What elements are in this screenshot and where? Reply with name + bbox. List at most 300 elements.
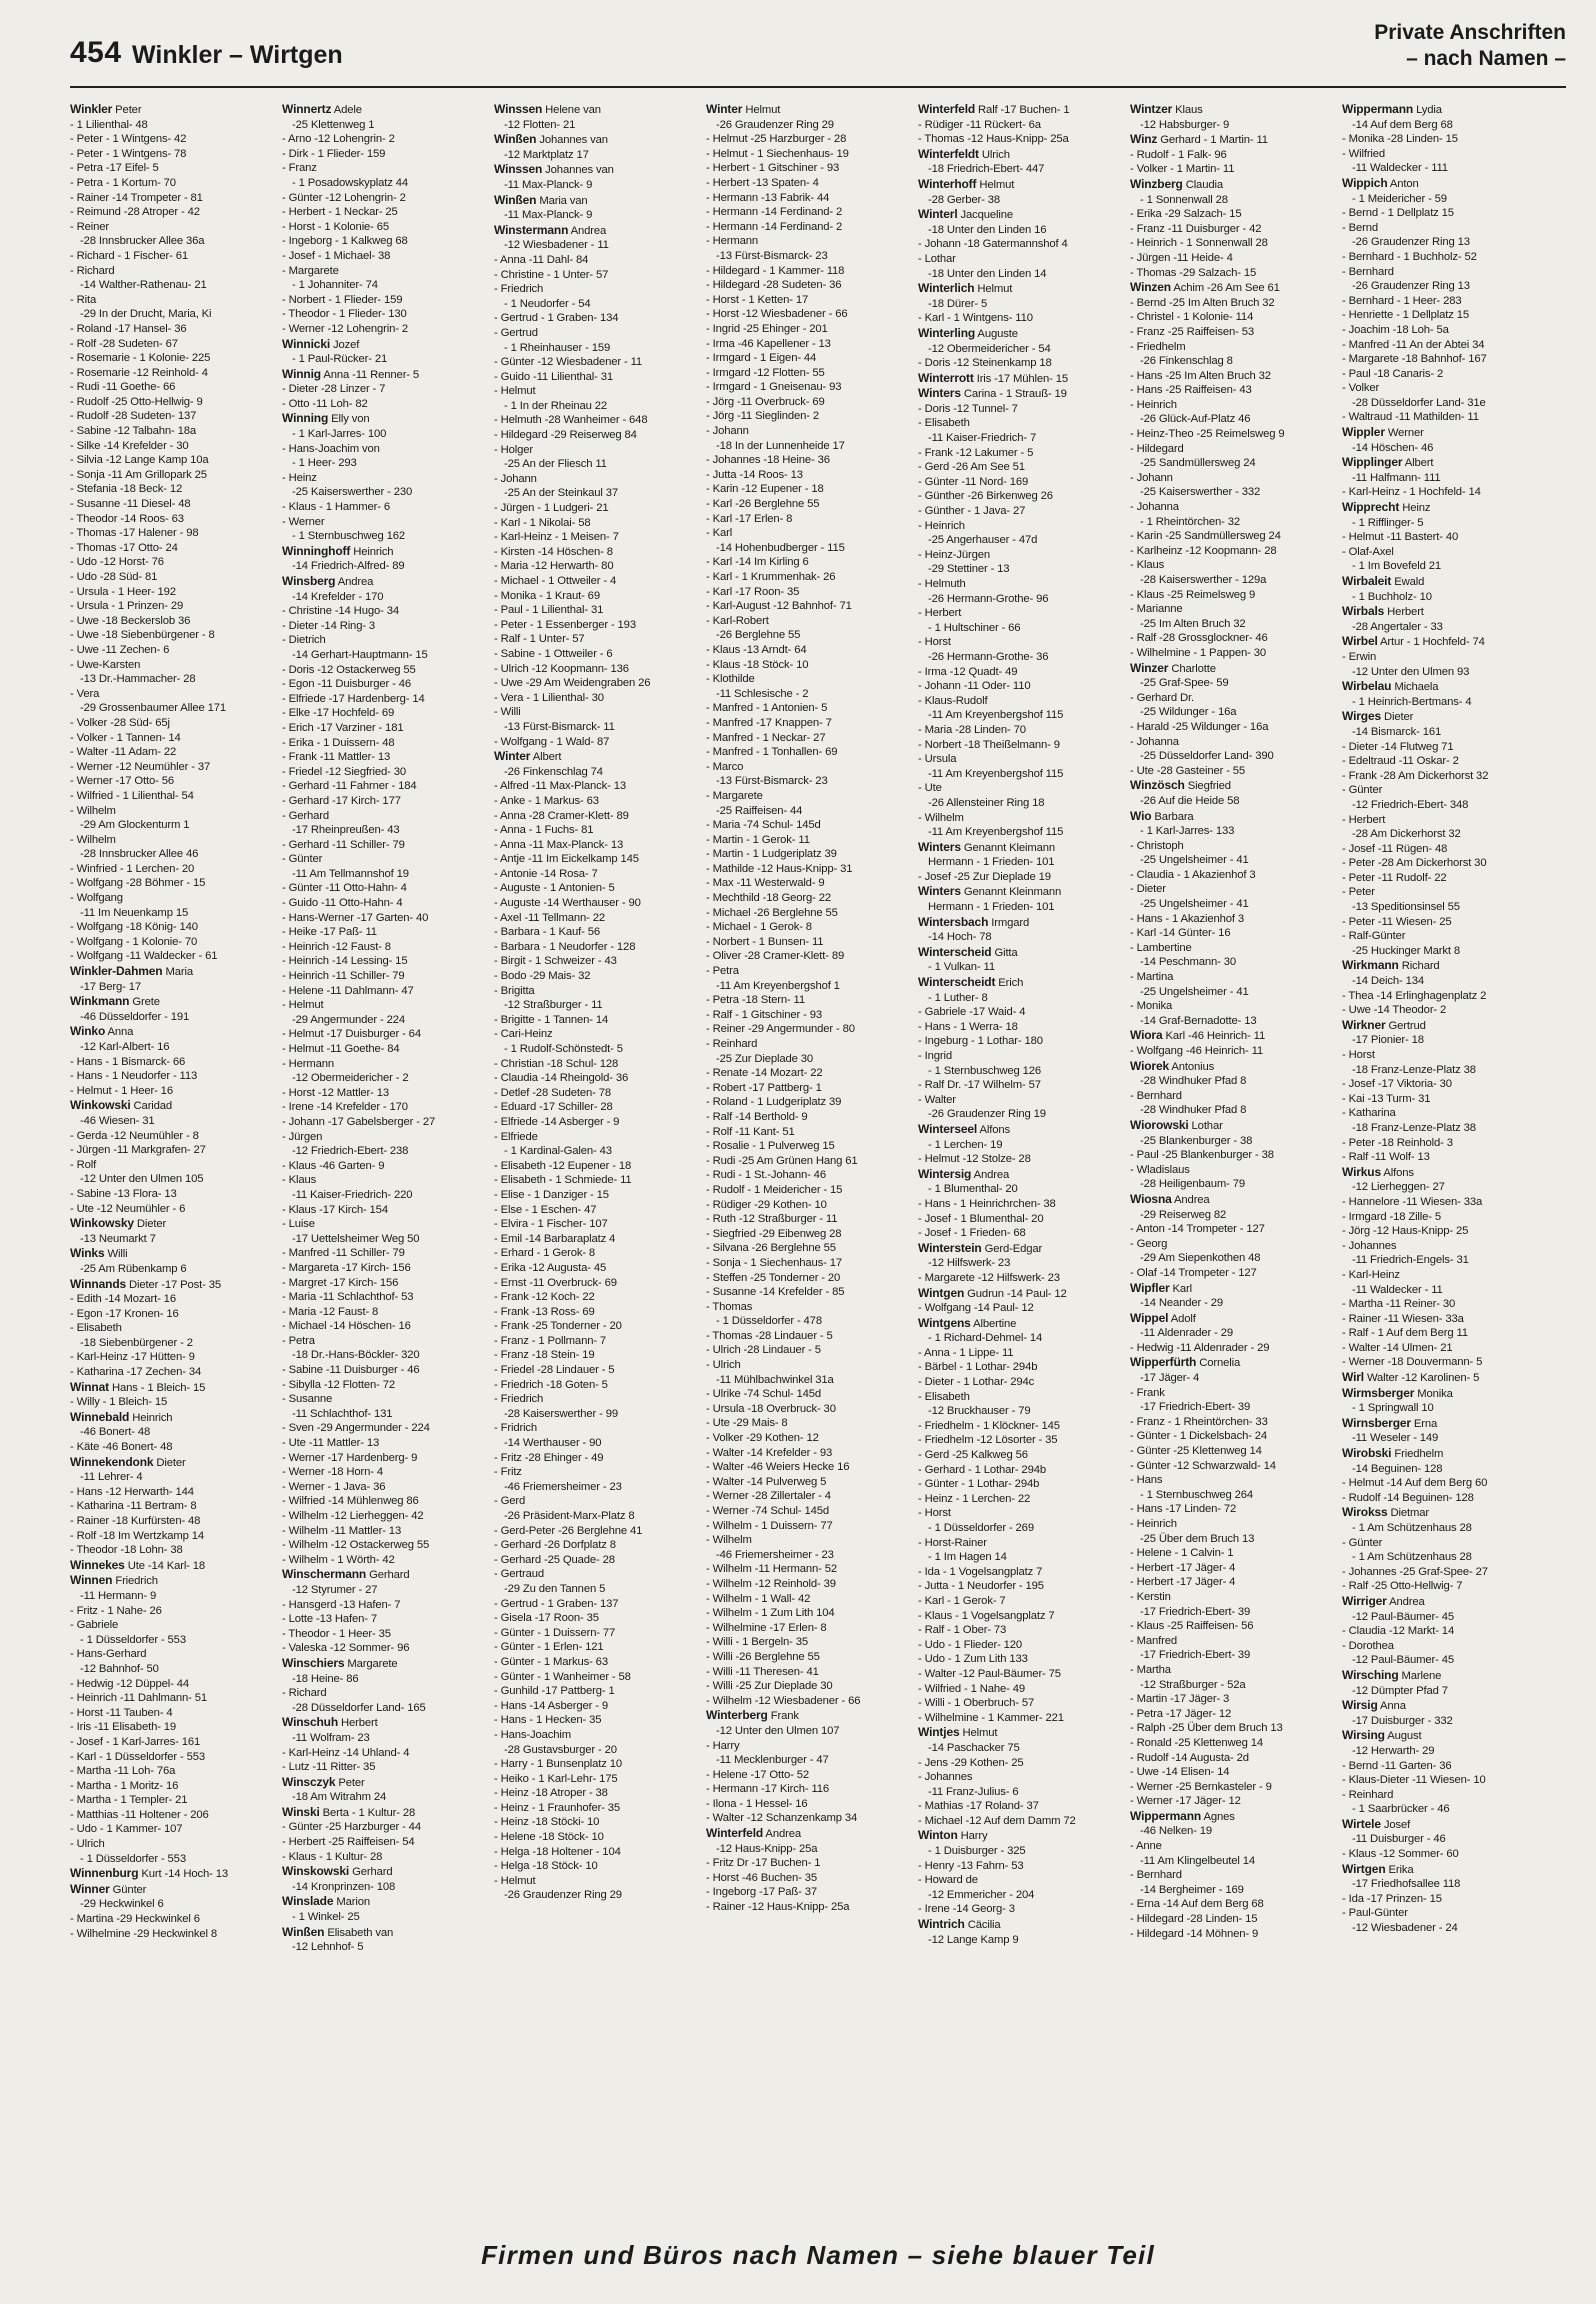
surname: Winstermann: [494, 222, 569, 237]
directory-entry: Wirkner Gertrud: [1342, 1017, 1426, 1032]
directory-entry: - Ute -28 Gasteiner - 55: [1130, 764, 1246, 777]
directory-entry: - Hans -12 Herwarth- 144: [70, 1485, 194, 1498]
directory-entry: - Detlef -28 Sudeten- 78: [494, 1086, 611, 1099]
directory-entry: - Ingrid -25 Ehinger - 201: [706, 322, 828, 335]
directory-entry: - Wilhelm -12 Wiesbadener - 66: [706, 1694, 861, 1707]
directory-entry: - Franz -11 Duisburger - 42: [1130, 222, 1262, 235]
directory-entry: - Fritz: [494, 1466, 522, 1479]
directory-entry: - Gertraud: [494, 1568, 544, 1581]
directory-entry: - Walter -14 Ulmen- 21: [1342, 1341, 1453, 1354]
directory-entry: -46 Bonert- 48: [80, 1426, 151, 1439]
directory-entry: - Marco: [706, 760, 744, 773]
directory-entry: - Sabine -12 Talbahn- 18a: [70, 425, 197, 438]
directory-entry: - Jens -29 Kothen- 25: [918, 1756, 1024, 1769]
directory-entry: - Fritz Dr -17 Buchen- 1: [706, 1857, 821, 1870]
directory-entry: -29 Zu den Tannen 5: [504, 1582, 606, 1595]
directory-entry: -29 In der Drucht, Maria, Ki: [80, 308, 212, 321]
directory-entry: - Norbert - 1 Bunsen- 11: [706, 935, 824, 948]
directory-entry: - Rainer -12 Haus-Knipp- 25a: [706, 1901, 850, 1914]
directory-entry: -12 Straßburger - 52a: [1140, 1678, 1246, 1691]
directory-entry: Wippich Anton: [1342, 175, 1419, 190]
directory-entry: - Friedhelm - 1 Klöckner- 145: [918, 1419, 1060, 1432]
directory-entry: - Eduard -17 Schiller- 28: [494, 1101, 613, 1114]
directory-entry: - Günter: [1342, 784, 1383, 797]
directory-entry: Winks Willi: [70, 1246, 128, 1261]
surname: Winnig: [282, 366, 321, 381]
directory-entry: -26 Glück-Auf-Platz 46: [1140, 413, 1251, 426]
directory-entry: - Friedhelm: [1130, 340, 1186, 353]
directory-entry: Winnicki Jozef: [282, 336, 360, 351]
directory-entry: - Wilhelm: [70, 804, 116, 817]
directory-entry: - 1 Meidericher - 59: [1352, 192, 1447, 205]
directory-entry: - Gertrud - 1 Graben- 137: [494, 1597, 619, 1610]
directory-entry: - Helmut - 1 Siechenhaus- 19: [706, 147, 849, 160]
directory-entry: - Else - 1 Eschen- 47: [494, 1203, 597, 1216]
directory-entry: Wipfler Karl: [1130, 1280, 1192, 1295]
directory-entry: - Paul - 1 Lilienthal- 31: [494, 604, 604, 617]
directory-entry: -14 Hoch- 78: [928, 931, 992, 944]
surname: Winnicki: [282, 336, 331, 351]
directory-entry: -18 Am Witrahm 24: [292, 1791, 387, 1804]
directory-entry: - Gerhard: [282, 809, 329, 822]
directory-entry: -11 Hermann- 9: [80, 1589, 157, 1602]
directory-entry: - Volker - 1 Martin- 11: [1130, 163, 1235, 176]
directory-entry: - Wilhelm - 1 Wörth- 42: [282, 1553, 395, 1566]
directory-entry: Winterfeldt Ulrich: [918, 146, 1010, 161]
directory-entry: -12 Friedrich-Ebert- 238: [292, 1145, 409, 1158]
directory-entry: -12 Flotten- 21: [504, 118, 576, 131]
directory-entry: - Jutta -14 Roos- 13: [706, 468, 803, 481]
directory-entry: - Martina -29 Heckwinkel 6: [70, 1913, 200, 1926]
directory-entry: - Frank -13 Ross- 69: [494, 1305, 595, 1318]
directory-entry: Wippler Werner: [1342, 425, 1424, 440]
directory-entry: - Werner -18 Horn- 4: [282, 1466, 384, 1479]
directory-entry: - Ulrich -12 Koopmann- 136: [494, 662, 629, 675]
surname: Winnertz: [282, 102, 332, 116]
directory-entry: - Auguste -14 Werthauser - 90: [494, 897, 641, 910]
directory-entry: -12 Herwarth- 29: [1352, 1744, 1435, 1757]
directory-entry: -25 Ungelsheimer - 41: [1140, 985, 1249, 998]
directory-entry: - 1 Lerchen- 19: [928, 1138, 1003, 1151]
directory-entry: - Karl -14 Im Kirling 6: [706, 556, 809, 569]
surname: Wirriger: [1342, 1593, 1387, 1608]
directory-entry: -17 Duisburger - 332: [1352, 1714, 1453, 1727]
directory-entry: - Rüdiger -29 Kothen- 10: [706, 1198, 827, 1211]
directory-entry: - Ute -11 Mattler- 13: [282, 1437, 380, 1450]
directory-entry: - Klaus -12 Sommer- 60: [1342, 1848, 1459, 1861]
directory-entry: - Helmut: [494, 1874, 536, 1887]
directory-entry: - Iris -11 Elisabeth- 19: [70, 1721, 177, 1734]
directory-entry: - Fritz -28 Ehinger - 49: [494, 1451, 604, 1464]
directory-entry: - Karl - 1 Nikolai- 58: [494, 516, 591, 529]
directory-entry: Wirbel Artur - 1 Hochfeld- 74: [1342, 634, 1485, 649]
directory-entry: - Karl - 1 Düsseldorfer - 553: [70, 1750, 206, 1763]
directory-entry: - Werner -12 Lohengrin- 2: [282, 322, 409, 335]
directory-entry: Winkler-Dahmen Maria: [70, 964, 193, 979]
directory-entry: -11 Mühlbachwinkel 31a: [716, 1373, 834, 1386]
surname: Winterrott: [918, 370, 974, 385]
directory-entry: - Peter - 1 Wintgens- 78: [70, 147, 187, 160]
directory-entry: - Klaus -13 Arndt- 64: [706, 643, 807, 656]
surname: Wintjes: [918, 1725, 960, 1740]
directory-entry: - Henry -13 Fahrn- 53: [918, 1859, 1024, 1872]
directory-entry: - Karl -17 Erlen- 8: [706, 512, 793, 525]
directory-entry: - 1 Rifflinger- 5: [1352, 516, 1424, 529]
directory-entry: - Petra -17 Jäger- 12: [1130, 1707, 1232, 1720]
directory-entry: -18 Dr.-Hans-Böckler- 320: [292, 1349, 420, 1362]
directory-entry: - Marianne: [1130, 603, 1183, 616]
directory-entry: - Bodo -29 Mais- 32: [494, 970, 591, 983]
surname: Winters: [918, 386, 961, 401]
directory-entry: - Klaus - 1 Vogelsangplatz 7: [918, 1609, 1055, 1622]
directory-entry: - Johann -18 Gatermannshof 4: [918, 238, 1068, 251]
directory-entry: -29 Am Siepenkothen 48: [1140, 1252, 1261, 1265]
directory-entry: - Horst -11 Tauben- 4: [70, 1706, 173, 1719]
directory-entry: -17 Berg- 17: [80, 980, 141, 993]
directory-entry: -18 Franz-Lenze-Platz 38: [1352, 1121, 1476, 1134]
directory-entry: Wipperfürth Cornelia: [1130, 1355, 1241, 1370]
directory-entry: - Hannelore -11 Wiesen- 33a: [1342, 1195, 1483, 1208]
directory-entry: - Karl -17 Roon- 35: [706, 585, 800, 598]
directory-entry: - Egon -11 Duisburger - 46: [282, 678, 412, 691]
directory-entry: - Otto -11 Loh- 82: [282, 397, 368, 410]
directory-entry: - Jörg -12 Haus-Knipp- 25: [1342, 1225, 1469, 1238]
directory-entry: - Wilhelm -11 Hermann- 52: [706, 1563, 838, 1576]
directory-column: [70, 102, 276, 2218]
directory-entry: - Horst: [1342, 1049, 1375, 1061]
directory-entry: -12 Wiesbadener - 24: [1352, 1922, 1458, 1935]
directory-entry: Wipplinger Albert: [1342, 455, 1434, 470]
directory-entry: - Helene - 1 Calvin- 1: [1130, 1547, 1234, 1560]
directory-columns: [70, 102, 1566, 2218]
directory-entry: - Bernd -25 Im Alten Bruch 32: [1130, 296, 1275, 309]
directory-entry: Winsberg Andrea: [282, 574, 374, 588]
directory-entry: - Petra - 1 Kortum- 70: [70, 176, 176, 189]
directory-entry: - Frank -25 Tonderner - 20: [494, 1320, 622, 1333]
directory-entry: -17 Friedrich-Ebert- 39: [1140, 1649, 1251, 1662]
directory-entry: -17 Friedrich-Ebert- 39: [1140, 1401, 1251, 1414]
directory-entry: - Katharina -17 Zechen- 34: [70, 1366, 202, 1379]
directory-entry: Winßen Elisabeth van: [282, 1924, 394, 1939]
directory-entry: - Heike -17 Paß- 11: [282, 926, 377, 939]
directory-entry: - Elisabeth: [70, 1322, 122, 1335]
surname: Wipfler: [1130, 1280, 1170, 1295]
directory-entry: -25 Kaiserswerther - 332: [1140, 486, 1261, 499]
directory-entry: - Hans-Joachim von: [282, 442, 380, 455]
directory-entry: - Johanna: [1130, 501, 1179, 514]
directory-entry: - Anna -11 Max-Planck- 13: [494, 838, 624, 851]
directory-entry: - Johannes: [918, 1771, 973, 1784]
directory-entry: - Georg: [1130, 1237, 1168, 1250]
surname: Winschermann: [282, 1567, 367, 1582]
directory-entry: - Frank -28 Am Dickerhorst 32: [1342, 769, 1489, 782]
directory-entry: - Reimund -28 Atroper - 42: [70, 206, 200, 219]
directory-entry: -26 Graudenzer Ring 29: [716, 118, 834, 131]
surname: Wirsig: [1342, 1698, 1378, 1713]
directory-entry: - Wolfgang -11 Waldecker - 61: [70, 950, 218, 963]
directory-entry: - Lothar: [918, 252, 956, 265]
directory-entry: - 1 Düsseldorfer - 269: [928, 1522, 1034, 1534]
directory-entry: - Maria -12 Herwarth- 80: [494, 560, 614, 573]
directory-entry: - Wilhelm: [918, 811, 964, 824]
directory-entry: - Günter - 1 Wanheimer - 58: [494, 1670, 631, 1683]
directory-entry: Winner Günter: [70, 1881, 147, 1896]
directory-entry: Wiosna Andrea: [1130, 1191, 1210, 1206]
directory-entry: - Hermann: [706, 235, 759, 248]
directory-entry: - Ingeburg - 1 Lothar- 180: [918, 1035, 1043, 1048]
directory-entry: - Irmgard - 1 Gneisenau- 93: [706, 381, 842, 394]
directory-entry: - Oliver -28 Cramer-Klett- 89: [706, 950, 845, 963]
directory-entry: - Gerd -26 Am See 51: [918, 461, 1025, 474]
directory-entry: - Johann -17 Gabelsberger - 27: [282, 1115, 436, 1128]
directory-entry: Winterfeld Andrea: [706, 1826, 801, 1841]
directory-entry: Winnig Anna -11 Renner- 5: [282, 366, 420, 381]
directory-entry: - Hans -25 Im Alten Bruch 32: [1130, 369, 1271, 382]
directory-entry: - Susanne -14 Krefelder - 85: [706, 1286, 845, 1299]
directory-entry: Winninghoff Heinrich: [282, 543, 394, 558]
directory-entry: - Gunhild -17 Pattberg- 1: [494, 1685, 615, 1698]
directory-entry: - Erika - 1 Duissern- 48: [282, 736, 395, 749]
directory-entry: - Horst - 1 Ketten- 17: [706, 293, 809, 306]
directory-entry: - Peter -28 Am Dickerhorst 30: [1342, 857, 1487, 870]
directory-entry: Wirbelau Michaela: [1342, 679, 1439, 694]
directory-entry: - Hildegard -14 Möhnen- 9: [1130, 1927, 1259, 1940]
directory-entry: - Jürgen: [282, 1130, 323, 1143]
directory-entry: - Fritz - 1 Nahe- 26: [70, 1604, 162, 1617]
directory-entry: - Willi: [494, 706, 521, 719]
directory-entry: - 1 Posadowskyplatz 44: [292, 176, 409, 189]
directory-entry: Winterling Auguste: [918, 325, 1018, 340]
directory-entry: - Brigitte - 1 Tannen- 14: [494, 1013, 609, 1026]
directory-entry: -46 Friemersheimer - 23: [716, 1548, 834, 1561]
directory-entry: -25 Kaiserswerther - 230: [292, 486, 413, 499]
directory-entry: - Sven -29 Angermunder - 224: [282, 1422, 430, 1435]
directory-entry: Wirbals Herbert: [1342, 604, 1424, 619]
directory-entry: - Rosemarie - 1 Kolonie- 225: [70, 352, 211, 365]
directory-entry: - Dieter: [1130, 883, 1166, 896]
surname: Winter: [706, 102, 743, 116]
surname: Wintersbach: [918, 914, 989, 929]
directory-entry: -26 Graudenzer Ring 19: [928, 1108, 1046, 1121]
directory-entry: - Udo - 1 Flieder- 120: [918, 1638, 1023, 1651]
directory-entry: - Johanna: [1130, 735, 1179, 748]
directory-entry: - Rosemarie -12 Reinhold- 4: [70, 366, 208, 379]
surname: Wirges: [1342, 709, 1382, 724]
directory-entry: - Werner -17 Hardenberg- 9: [282, 1451, 418, 1464]
directory-entry: - Ute -29 Mais- 8: [706, 1417, 788, 1430]
directory-entry: - Emil -14 Barbaraplatz 4: [494, 1232, 616, 1245]
directory-entry: - Karin -25 Sandmüllersweg 24: [1130, 530, 1281, 543]
directory-entry: - Walter -12 Paul-Bäumer- 75: [918, 1667, 1061, 1680]
surname: Wippermann: [1342, 102, 1414, 116]
directory-entry: - Franz -18 Stein- 19: [494, 1349, 595, 1362]
directory-entry: - Walter -12 Schanzenkamp 34: [706, 1812, 858, 1825]
directory-entry: -11 Weseler - 149: [1352, 1432, 1439, 1445]
directory-entry: - Ralf -11 Wolf- 13: [1342, 1151, 1430, 1164]
directory-entry: - 1 Johanniter- 74: [292, 279, 378, 292]
directory-entry: - Karl -14 Günter- 16: [1130, 927, 1231, 940]
directory-entry: - Hildegard: [1130, 442, 1184, 455]
directory-entry: - Irma -46 Kapellener - 13: [706, 337, 831, 350]
directory-entry: - 1 Vulkan- 11: [928, 961, 995, 974]
directory-entry: - Uwe -18 Beckerslob 36: [70, 614, 191, 627]
directory-entry: - Ulrich: [70, 1838, 105, 1851]
directory-entry: Winterseel Alfons: [918, 1121, 1010, 1136]
directory-entry: - Willi -26 Berglehne 55: [706, 1650, 820, 1663]
directory-entry: - Petra -17 Eifel- 5: [70, 162, 159, 175]
directory-entry: - Reinhard: [706, 1038, 758, 1050]
directory-column: [918, 102, 1124, 2218]
surname: Winssen: [494, 102, 543, 116]
directory-entry: - Willi -25 Zur Dieplade 30: [706, 1680, 833, 1693]
directory-entry: - 1 Düsseldorfer - 478: [716, 1315, 822, 1328]
surname: Winterfeld: [706, 1826, 764, 1841]
directory-entry: -12 Haus-Knipp- 25a: [716, 1842, 818, 1855]
directory-entry: - Sonja - 1 Siechenhaus- 17: [706, 1256, 842, 1269]
directory-entry: -12 Karl-Albert- 16: [80, 1041, 170, 1053]
directory-entry: - Vera: [70, 687, 100, 700]
directory-entry: - Christine -14 Hugo- 34: [282, 605, 399, 618]
directory-entry: - Herbert -17 Jäger- 4: [1130, 1576, 1236, 1589]
surname: Winkmann: [70, 994, 130, 1009]
directory-entry: -17 Friedhofsallee 118: [1352, 1878, 1461, 1891]
surname: Winnat: [70, 1379, 109, 1394]
directory-entry: - 1 Sonnenwall 28: [1140, 193, 1228, 206]
directory-entry: -12 Habsburger- 9: [1140, 118, 1230, 131]
page-header: [0, 0, 1596, 92]
directory-entry: -14 Deich- 134: [1352, 975, 1424, 988]
directory-entry: - Karl-August -12 Bahnhof- 71: [706, 600, 852, 613]
surname: Wiorowski: [1130, 1117, 1189, 1132]
directory-entry: - Wolfgang - 1 Kolonie- 70: [70, 935, 198, 948]
directory-entry: - Ralf - 1 Ober- 73: [918, 1624, 1007, 1637]
directory-entry: - Michael - 1 Gerok- 8: [706, 921, 812, 934]
directory-entry: -17 Pionier- 18: [1352, 1034, 1424, 1047]
directory-entry: Winzösch Siegfried: [1130, 778, 1231, 793]
directory-entry: - Helmut -25 Harzburger - 28: [706, 133, 847, 146]
directory-entry: -46 Nelken- 19: [1140, 1825, 1212, 1838]
directory-entry: - Mechthild -18 Georg- 22: [706, 892, 831, 905]
directory-entry: - Klaus - 1 Hammer- 6: [282, 501, 390, 514]
directory-entry: - Herbert - 1 Neckar- 25: [282, 206, 398, 219]
directory-entry: - Arno -12 Lohengrin- 2: [282, 133, 395, 146]
directory-entry: - Claudia -12 Markt- 14: [1342, 1625, 1455, 1638]
directory-entry: Winterfeld Ralf -17 Buchen- 1: [918, 102, 1070, 116]
directory-entry: Wippel Adolf: [1130, 1310, 1196, 1325]
directory-entry: -29 Heckwinkel 6: [80, 1898, 164, 1911]
directory-entry: -26 Graudenzer Ring 29: [504, 1889, 622, 1902]
directory-entry: - Wilfried - 1 Nahe- 49: [918, 1682, 1026, 1695]
directory-entry: - Thomas -12 Haus-Knipp- 25a: [918, 133, 1069, 146]
directory-entry: - Christian -18 Schul- 128: [494, 1057, 619, 1070]
directory-entry: - Dirk - 1 Flieder- 159: [282, 147, 386, 160]
directory-entry: - Luise: [282, 1218, 315, 1231]
directory-entry: - Norbert - 1 Flieder- 159: [282, 293, 403, 306]
directory-entry: -13 Neumarkt 7: [80, 1232, 156, 1245]
surname: Winzen: [1130, 280, 1171, 295]
directory-entry: Wiorowski Lothar: [1130, 1117, 1223, 1132]
directory-entry: - Claudia -14 Rheingold- 36: [494, 1072, 629, 1085]
directory-entry: - Günter - 1 Dickelsbach- 24: [1130, 1430, 1268, 1443]
directory-entry: - Joachim -18 Loh- 5a: [1342, 323, 1449, 336]
directory-entry: Wirbaleit Ewald: [1342, 574, 1425, 588]
directory-entry: - Ursula - 1 Prinzen- 29: [70, 600, 184, 613]
directory-entry: - Petra: [282, 1334, 315, 1347]
directory-entry: Winz Gerhard - 1 Martin- 11: [1130, 132, 1268, 147]
directory-entry: - Sabine -13 Flora- 13: [70, 1187, 177, 1200]
directory-entry: -25 Im Alten Bruch 32: [1140, 617, 1246, 630]
directory-entry: -26 Hermann-Grothe- 36: [928, 650, 1049, 663]
directory-entry: - Bernhard: [1342, 265, 1394, 278]
directory-entry: -12 Obermeidericher - 2: [292, 1072, 409, 1085]
directory-entry: - Rudolf -28 Sudeten- 137: [70, 410, 197, 423]
directory-entry: - Hans-Gerhard: [70, 1648, 147, 1661]
directory-entry: -25 Klettenweg 1: [292, 118, 375, 131]
surname: Wirbals: [1342, 604, 1385, 619]
surname: Wirbaleit: [1342, 574, 1392, 588]
surname: Wirtgen: [1342, 1861, 1386, 1876]
directory-entry: Wirges Dieter: [1342, 709, 1414, 724]
directory-entry: - Manfred - 1 Antonien- 5: [706, 702, 828, 715]
surname: Wintzer: [1130, 102, 1173, 116]
directory-entry: - Rainer -14 Trompeter - 81: [70, 191, 203, 204]
directory-entry: - Monika -28 Linden- 15: [1342, 133, 1458, 146]
directory-entry: Winton Harry: [918, 1828, 988, 1843]
directory-entry: Wirkus Alfons: [1342, 1164, 1414, 1179]
directory-entry: -28 Gustavsburger - 20: [504, 1743, 617, 1756]
directory-entry: - Hermann: [282, 1057, 335, 1070]
directory-entry: - Rolf: [70, 1158, 97, 1171]
directory-entry: - Theodor - 1 Heer- 35: [282, 1627, 391, 1640]
directory-entry: -26 Graudenzer Ring 13: [1352, 236, 1470, 249]
directory-entry: - Bärbel - 1 Lothar- 294b: [918, 1361, 1038, 1374]
surname: Wirl: [1342, 1370, 1364, 1385]
directory-entry: - Franz - 1 Rheintörchen- 33: [1130, 1415, 1268, 1428]
directory-entry: - Maria -28 Linden- 70: [918, 723, 1026, 736]
directory-entry: -11 Am Tellmannshof 19: [292, 867, 409, 880]
directory-entry: - Irmgard - 1 Eigen- 44: [706, 352, 817, 365]
directory-entry: -11 Wolfram- 23: [292, 1731, 370, 1744]
surname: Winnands: [70, 1276, 127, 1291]
directory-entry: - Helmut: [494, 385, 536, 398]
directory-entry: - Sabine -11 Duisburger - 46: [282, 1364, 420, 1377]
directory-entry: - Heiko - 1 Karl-Lehr- 175: [494, 1772, 618, 1785]
surname: Wintersig: [918, 1166, 972, 1181]
directory-entry: Wirkmann Richard: [1342, 958, 1440, 973]
directory-entry: - Rolf -18 Im Wertzkamp 14: [70, 1529, 205, 1542]
directory-entry: - Bernd: [1342, 221, 1378, 234]
directory-entry: - Friedrich: [494, 283, 544, 296]
directory-entry: -12 Unter den Ulmen 93: [1352, 665, 1470, 678]
directory-entry: - Horst -12 Mattler- 13: [282, 1086, 390, 1099]
directory-entry: - Thomas: [706, 1300, 753, 1313]
directory-entry: - Günter - 1 Markus- 63: [494, 1655, 608, 1668]
directory-entry: Winter Helmut: [706, 102, 781, 116]
directory-entry: - Irmgard -18 Zille- 5: [1342, 1210, 1442, 1223]
directory-entry: - Elke -17 Hochfeld- 69: [282, 707, 395, 720]
footer-note: Firmen und Büros nach Namen – siehe blauer Teil: [481, 2240, 1155, 2270]
directory-entry: - Hans -25 Raiffeisen- 43: [1130, 384, 1252, 397]
directory-entry: - Olaf-Axel: [1342, 545, 1394, 558]
directory-entry: -17 Friedrich-Ebert- 39: [1140, 1605, 1251, 1618]
directory-entry: - Manfred - 1 Neckar- 27: [706, 731, 826, 744]
directory-entry: - Klaus -46 Garten- 9: [282, 1159, 385, 1172]
directory-entry: -14 Auf dem Berg 68: [1352, 118, 1453, 131]
directory-entry: - Jörg -11 Overbruck- 69: [706, 395, 825, 408]
directory-entry: - Franz -25 Raiffeisen- 53: [1130, 325, 1254, 338]
surname: Winterlich: [918, 281, 975, 296]
surname: Winßen: [494, 132, 537, 147]
